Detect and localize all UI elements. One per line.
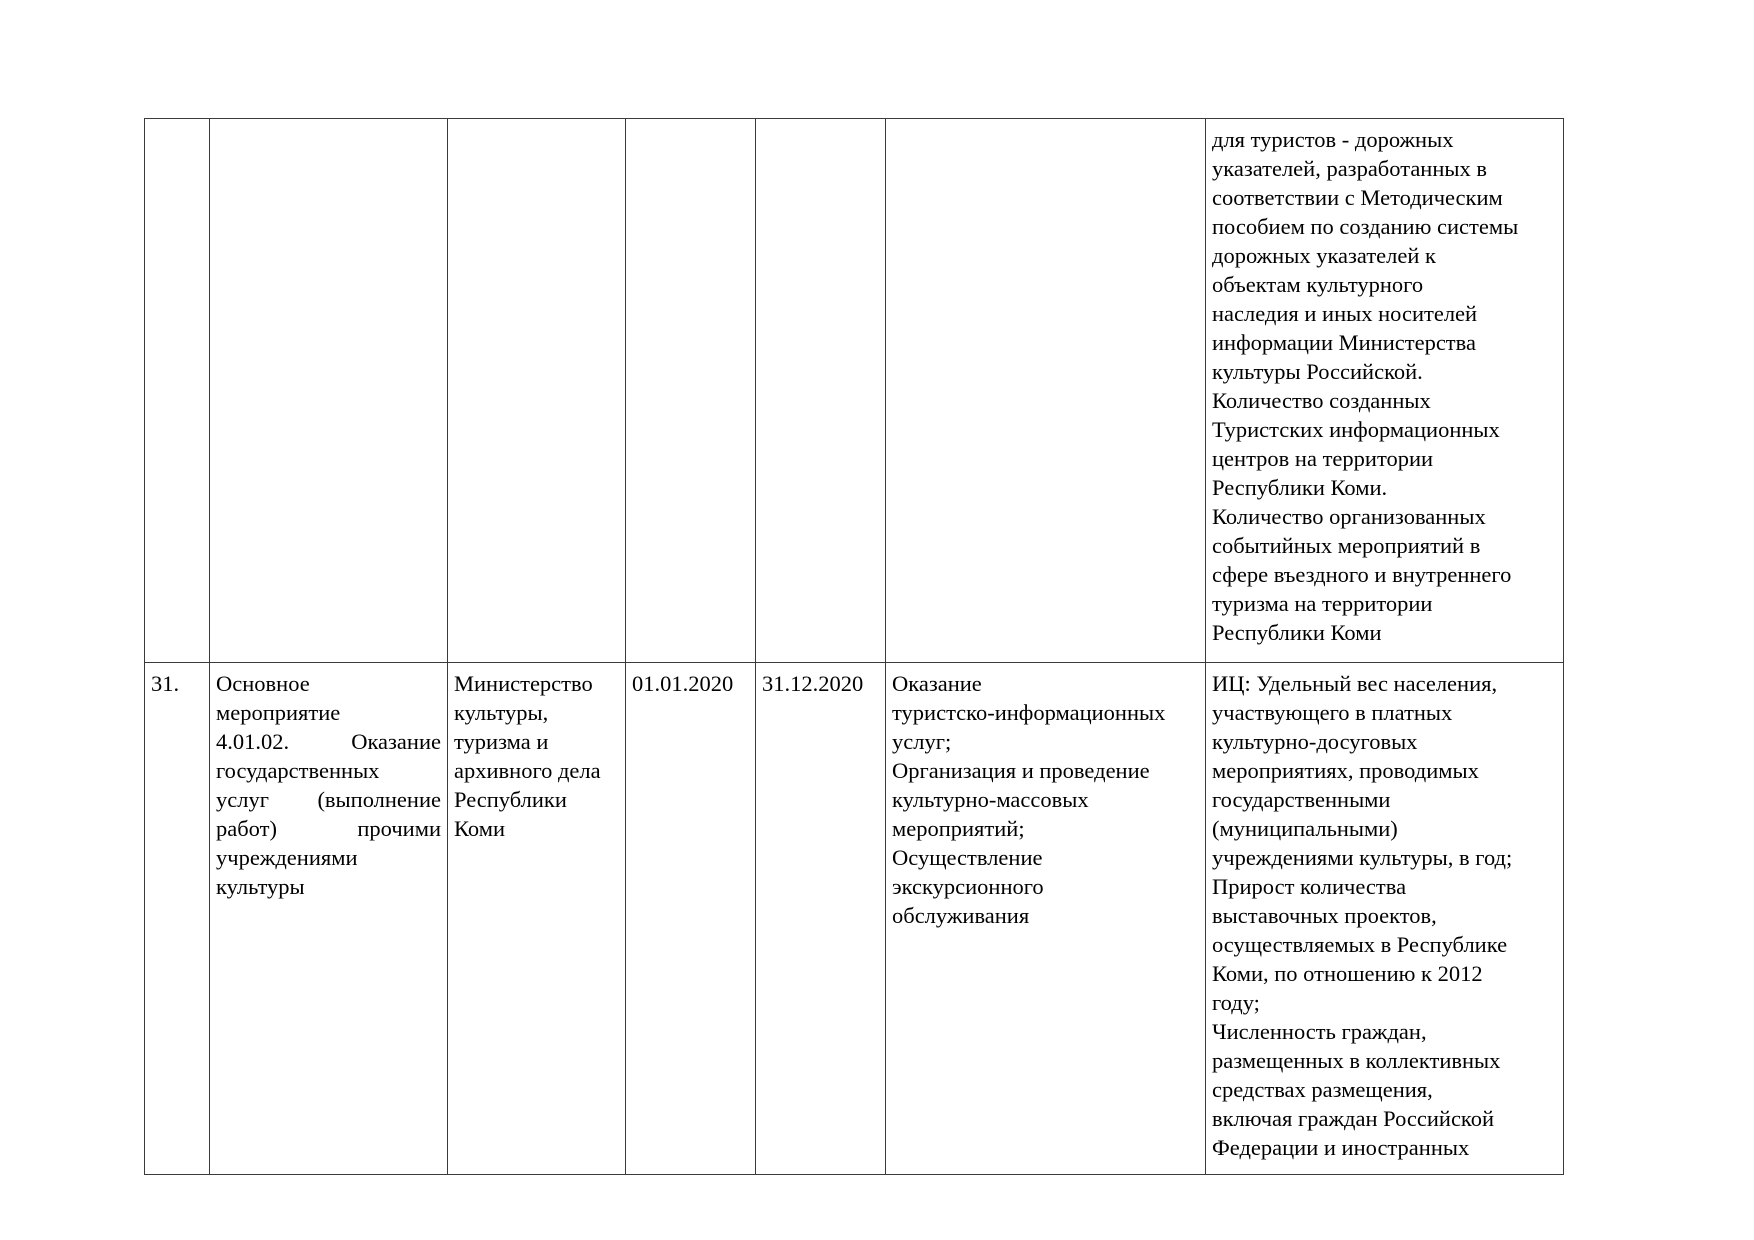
result-line: обслуживания xyxy=(892,903,1030,928)
cell-end-date xyxy=(756,119,886,663)
indicator-line: Прирост количества xyxy=(1212,874,1407,899)
cell-expected-result xyxy=(886,119,1206,663)
indicator-line: пособием по созданию системы xyxy=(1212,214,1519,239)
cell-end-date: 31.12.2020 xyxy=(756,663,886,1175)
indicator-line: участвующего в платных xyxy=(1212,700,1453,725)
indicator-line: центров на территории xyxy=(1212,446,1434,471)
cell-start-date: 01.01.2020 xyxy=(626,663,756,1175)
indicator-line: государственными xyxy=(1212,787,1391,812)
table-row xyxy=(145,663,1564,1175)
executor-line: Республики xyxy=(454,787,567,812)
activity-line xyxy=(216,727,441,756)
executor-line: туризма и xyxy=(454,729,549,754)
indicator-line: включая граждан Российской xyxy=(1212,1106,1495,1131)
result-line: Осуществление xyxy=(892,845,1043,870)
cell-indicators xyxy=(1206,119,1564,663)
indicator-line: событийных мероприятий в xyxy=(1212,533,1481,558)
indicator-line: дорожных указателей к xyxy=(1212,243,1436,268)
activity-word: услуг xyxy=(216,787,269,812)
activity-line: государственных xyxy=(216,758,380,783)
indicator-line: туризма на территории xyxy=(1212,591,1433,616)
result-line: мероприятий; xyxy=(892,816,1025,841)
activity-line xyxy=(216,814,441,843)
indicator-line: (муниципальными) xyxy=(1212,816,1398,841)
activity-line: мероприятие xyxy=(216,700,341,725)
result-line: культурно-массовых xyxy=(892,787,1089,812)
cell-activity-name xyxy=(210,119,448,663)
indicator-line: наследия и иных носителей xyxy=(1212,301,1478,326)
indicator-line: Численность граждан, xyxy=(1212,1019,1427,1044)
result-line: Оказание xyxy=(892,671,982,696)
indicator-line: Коми, по отношению к 2012 xyxy=(1212,961,1483,986)
indicator-line: указателей, разработанных в xyxy=(1212,156,1487,181)
indicator-line: Туристских информационных xyxy=(1212,417,1500,442)
activity-word: (выполнение xyxy=(317,787,441,812)
activity-line: учреждениями xyxy=(216,845,358,870)
indicator-line: сфере въездного и внутреннего xyxy=(1212,562,1512,587)
activity-line: культуры xyxy=(216,874,305,899)
cell-number: 31. xyxy=(145,663,210,1175)
result-line: туристско-информационных xyxy=(892,700,1166,725)
table-row xyxy=(145,119,1564,663)
indicator-line: Федерации и иностранных xyxy=(1212,1135,1470,1160)
activity-line: Основное xyxy=(216,671,310,696)
result-line: экскурсионного xyxy=(892,874,1044,899)
indicator-line: объектам культурного xyxy=(1212,272,1424,297)
indicator-line: выставочных проектов, xyxy=(1212,903,1437,928)
indicator-line: культурно-досуговых xyxy=(1212,729,1418,754)
executor-line: Коми xyxy=(454,816,505,841)
activity-word: Оказание xyxy=(351,729,441,754)
activity-word: прочими xyxy=(357,816,441,841)
indicator-line: размещенных в коллективных xyxy=(1212,1048,1501,1073)
indicator-line: Количество организованных xyxy=(1212,504,1486,529)
executor-line: Министерство xyxy=(454,671,593,696)
activities-table xyxy=(144,118,1564,1175)
indicator-line: для туристов - дорожных xyxy=(1212,127,1454,152)
indicator-line: культуры Российской. xyxy=(1212,359,1423,384)
activity-line xyxy=(216,785,441,814)
cell-activity-name xyxy=(210,663,448,1175)
indicator-line: мероприятиях, проводимых xyxy=(1212,758,1479,783)
result-line: Организация и проведение xyxy=(892,758,1150,783)
indicator-line: информации Министерства xyxy=(1212,330,1476,355)
activity-word: 4.01.02. xyxy=(216,729,290,754)
indicator-line: году; xyxy=(1212,990,1260,1015)
cell-executor xyxy=(448,663,626,1175)
indicator-line: Республики Коми xyxy=(1212,620,1382,645)
indicator-line: Республики Коми. xyxy=(1212,475,1388,500)
cell-indicators xyxy=(1206,663,1564,1175)
cell-start-date xyxy=(626,119,756,663)
indicator-line: ИЦ: Удельный вес населения, xyxy=(1212,671,1498,696)
activity-word: работ) xyxy=(216,816,277,841)
indicator-line: средствах размещения, xyxy=(1212,1077,1433,1102)
indicator-line: соответствии с Методическим xyxy=(1212,185,1503,210)
result-line: услуг; xyxy=(892,729,952,754)
cell-number xyxy=(145,119,210,663)
indicator-line: Количество созданных xyxy=(1212,388,1431,413)
indicator-line: учреждениями культуры, в год; xyxy=(1212,845,1513,870)
executor-line: культуры, xyxy=(454,700,549,725)
cell-expected-result xyxy=(886,663,1206,1175)
executor-line: архивного дела xyxy=(454,758,601,783)
indicator-line: осуществляемых в Республике xyxy=(1212,932,1508,957)
cell-executor xyxy=(448,119,626,663)
